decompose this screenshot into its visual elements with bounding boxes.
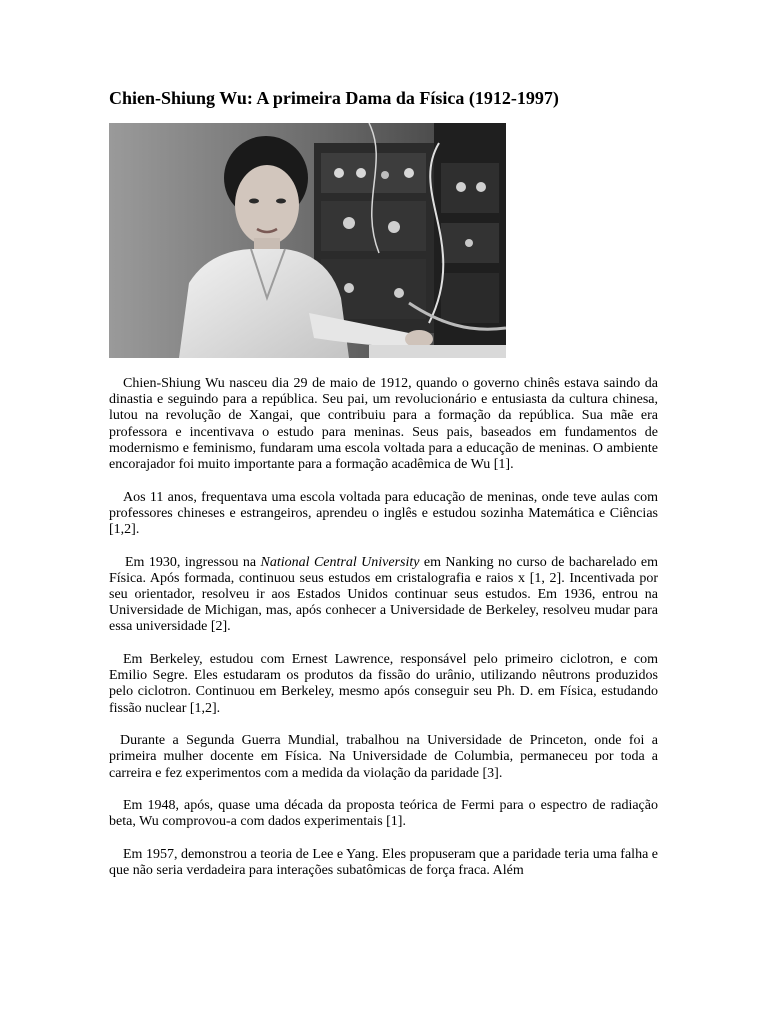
- paragraph-2: Aos 11 anos, frequentava uma escola voltada para educação de meninas, onde teve aulas com professores chineses e estrangeiros, aprendeu o inglês e estudou sozinha Matemática e Ciências [1,2].: [109, 489, 658, 538]
- paragraph-3: [109, 555, 658, 636]
- paragraph-3-intro: Em 1930, ingressou na: [125, 554, 261, 570]
- paragraph-5: Durante a Segunda Guerra Mundial, trabalhou na Universidade de Princeton, onde foi a primeira mulher docente em Física. Na Universidade de Columbia, permaneceu por toda a carreira e fez experimentos com a medida da violação da paridade [3].: [109, 733, 658, 781]
- document-title: Chien-Shiung Wu: A primeira Dama da Física (1912-1997): [109, 88, 559, 108]
- portrait-photo: [109, 123, 506, 358]
- article-body: [109, 376, 658, 896]
- paragraph-7: Em 1957, demonstrou a teoria de Lee e Yang. Eles propuseram que a paridade teria uma falha e que não seria verdadeira para interações subatômicas de força fraca. Além: [109, 847, 658, 879]
- paragraph-6: Em 1948, após, quase uma década da proposta teórica de Fermi para o espectro de radiação beta, Wu comprovou-a com dados experimentais [1].: [109, 798, 658, 830]
- paragraph-4: Em Berkeley, estudou com Ernest Lawrence, responsável pelo primeiro ciclotron, e com Emilio Segre. Eles estudaram os produtos da fissão do urânio, utilizando nêutrons produzidos pelo ciclotron. Continuou em Berkeley, mesmo após conseguir seu Ph. D. em Física, estudando fissão nuclear [1,2].: [109, 652, 658, 716]
- paragraph-1: Chien-Shiung Wu nasceu dia 29 de maio de 1912, quando o governo chinês estava saindo da dinastia e seguindo para a república. Seu pai, um revolucionário e entusiasta da cultura chinesa, lutou na revolução de Xangai, que contribuiu para a formação da república. Sua mãe era professora e incentivava o estudo para meninas. Seus pais, baseados em fundamentos de modernismo e feminismo, fundaram uma escola voltada para a educação de meninas. O ambiente encorajador foi muito importante para a formação acadêmica de Wu [1].: [109, 376, 658, 473]
- photo-illustration: [109, 123, 506, 358]
- paragraph-3-rest: em Nanking no curso de bacharelado em Física. Após formada, continuou seus estudos em cristalografia e raios x [1, 2]. Incentivada por seu orientador, resolveu ir aos Estados Unidos continuar seus estudos. Em 1936, entrou na Universidade de Michigan, mas, após conhecer a Universidade de Berkeley, resolveu mudar para essa universidade [2].: [109, 554, 658, 635]
- university-name: National Central University: [260, 554, 420, 570]
